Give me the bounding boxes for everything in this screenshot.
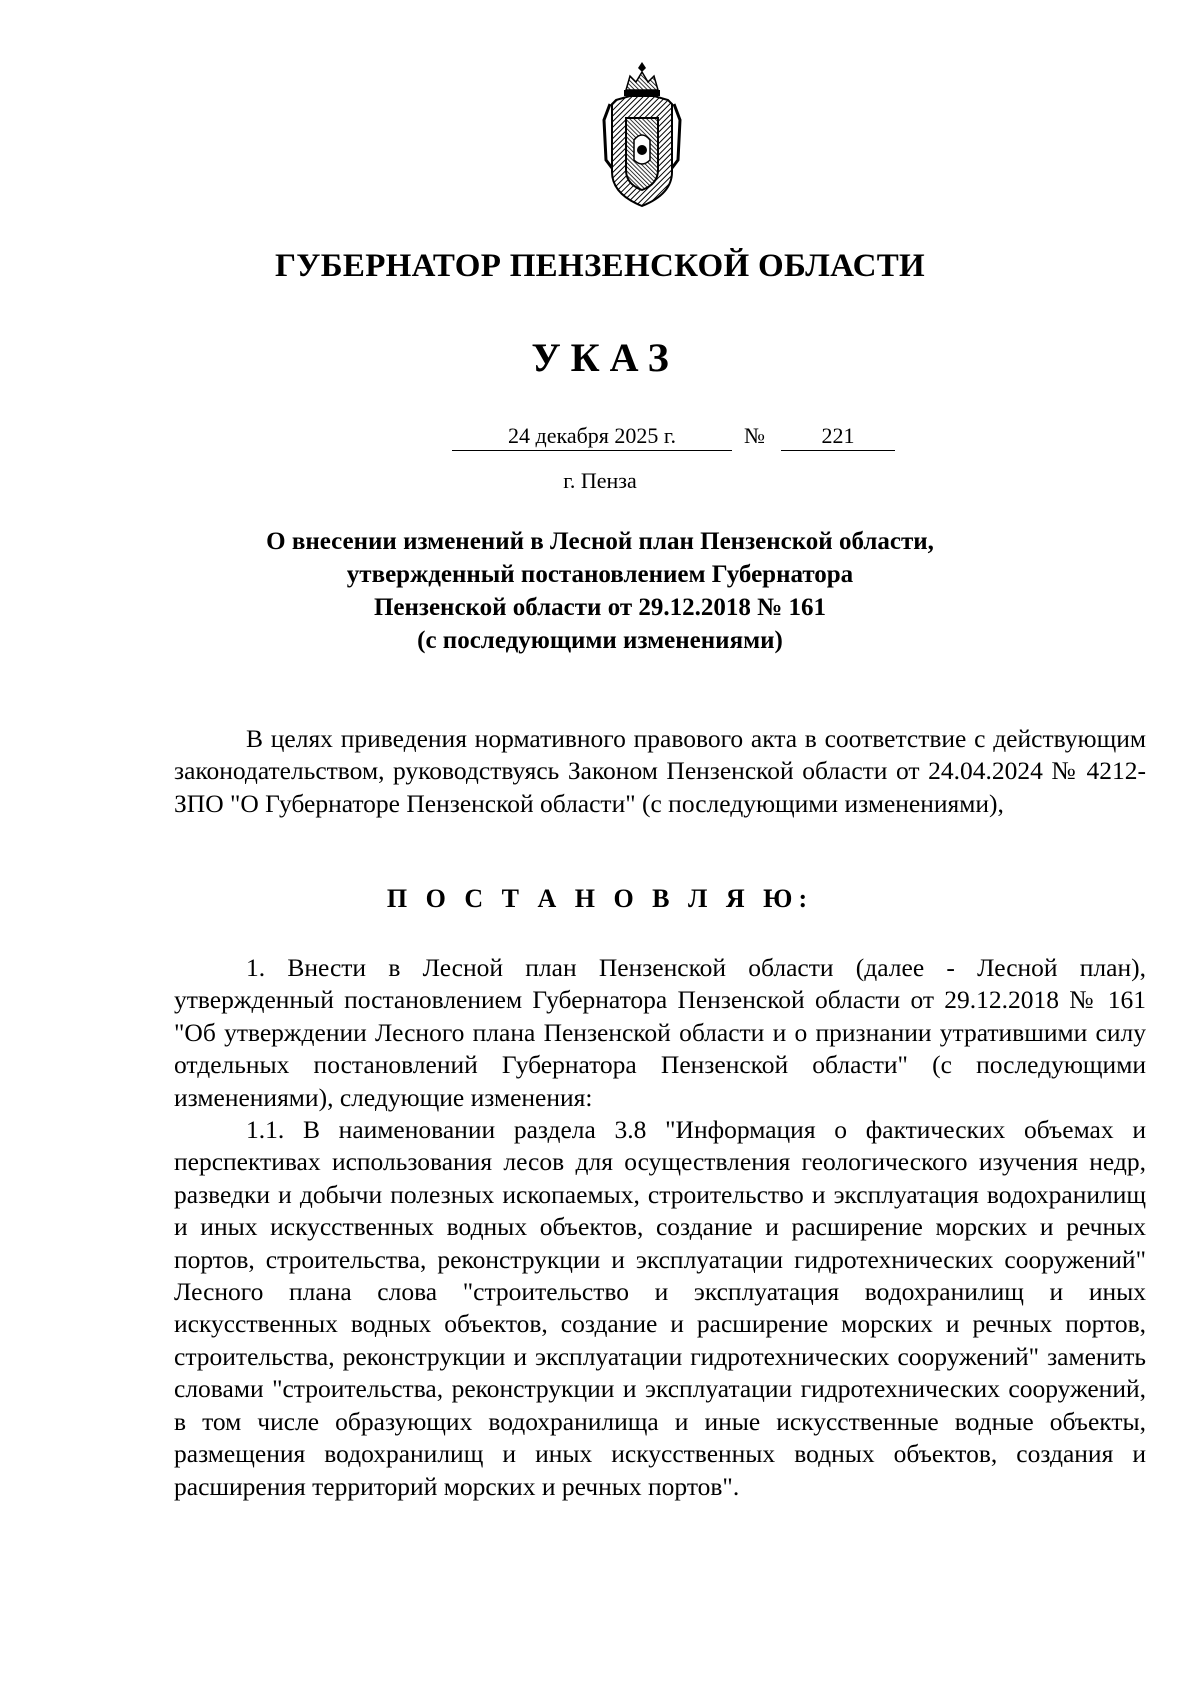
decree-number: 221 [781, 422, 895, 451]
subject-line: утвержденный постановлением Губернатора [346, 561, 854, 588]
subject-line: О внесении изменений в Лесной план Пензенской области, [266, 528, 934, 555]
subject-line: (с последующими изменениями) [417, 627, 783, 654]
place-of-issue: г. Пенза [563, 468, 637, 493]
document-type-title: УКАЗ [531, 335, 679, 380]
preamble-paragraph: В целях приведения нормативного правового акта в соответствие с действующим законодательством, руководствуясь Законом Пензенской области от 24.04.2024 № 4212-ЗПО "О Губернаторе Пензенской области" (с последующими изменениями), [174, 724, 1146, 818]
decree-points [174, 952, 1146, 1503]
decree-date: 24 декабря 2025 г. [452, 422, 732, 451]
decree-subject [0, 525, 1200, 657]
coat-of-arms-emblem [600, 60, 684, 210]
issuing-authority-title: ГУБЕРНАТОР ПЕНЗЕНСКОЙ ОБЛАСТИ [274, 248, 926, 284]
subject-line: Пензенской области от 29.12.2018 № 161 [373, 594, 827, 621]
point-1-paragraph: 1. Внести в Лесной план Пензенской области (далее - Лесной план), утвержденный постановлением Губернатора Пензенской области от 29.12.2018 № 161 "Об утверждении Лесного плана Пензенской области и о признании утратившими силу отдельных постановлений Губернатора Пензенской области" (с последующими изменениями), следующие изменения: [174, 953, 1146, 1112]
number-sign: № [744, 423, 765, 448]
preamble-section [174, 723, 1146, 820]
point-1-1-paragraph: 1.1. В наименовании раздела 3.8 "Информация о фактических объемах и перспективах использования лесов для осуществления геологического изучения недр, разведки и добычи полезных ископаемых, строительство и эксплуатация водохранилищ и иных искусственных водных объектов, создание и расширение морских и речных портов, строительства, реконструкции и эксплуатации гидротехнических сооружений" Лесного плана слова "строительство и эксплуатация водохранилищ и иных искусственных водных объектов, создание и расширение морских и речных портов, строительства, реконструкции и эксплуатации гидротехнических сооружений" заменить словами "строительства, реконструкции и эксплуатации гидротехнических сооружений, в том числе образующих водохранилища и иные искусственные водные объекты, размещения водохранилищ и иных искусственных водных объектов, создания и расширения территорий морских и речных портов". [174, 1115, 1146, 1501]
resolution-heading: П О С Т А Н О В Л Я Ю: [386, 884, 814, 913]
